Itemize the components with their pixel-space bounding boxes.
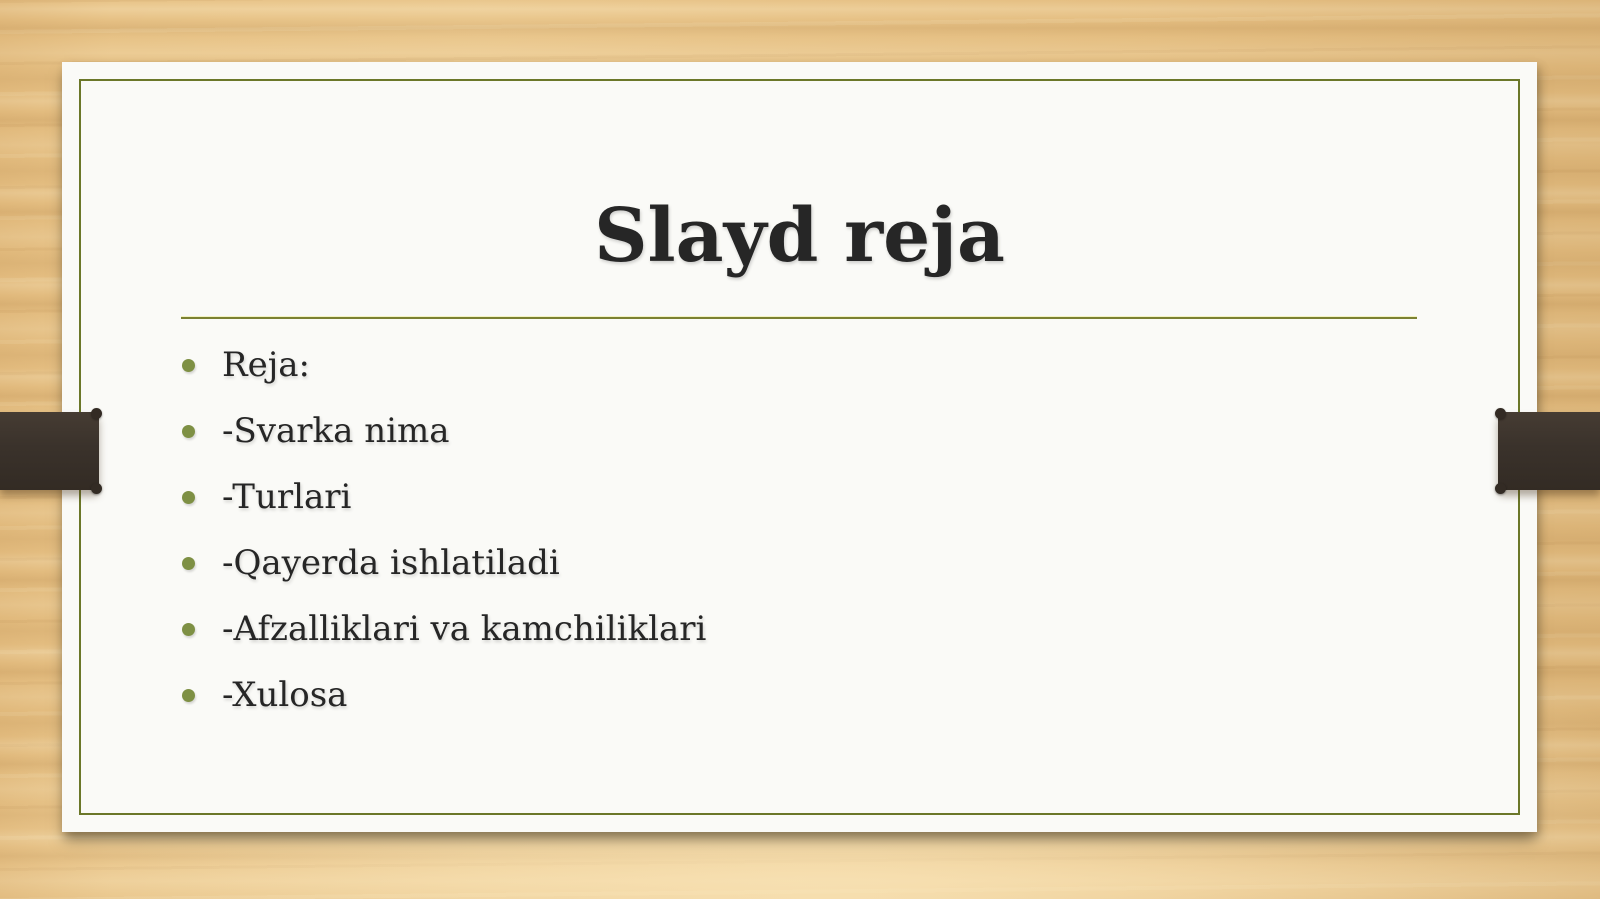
- bullet-text: -Afzalliklari va kamchiliklari: [222, 609, 707, 649]
- slide-title: Slayd reja: [594, 192, 1005, 279]
- list-item: [182, 596, 706, 662]
- bullet-list: [62, 332, 706, 728]
- list-item: [182, 332, 706, 398]
- list-item: [182, 662, 706, 728]
- binding-strap-right: [1498, 412, 1600, 490]
- binding-strap-left: [0, 412, 99, 490]
- slide-card: [62, 62, 1537, 832]
- bullet-icon: [182, 491, 195, 504]
- bullet-icon: [182, 557, 195, 570]
- title-divider: [181, 317, 1417, 319]
- bullet-icon: [182, 425, 195, 438]
- bullet-text: -Turlari: [222, 477, 352, 517]
- bullet-icon: [182, 689, 195, 702]
- bullet-text: Reja:: [222, 345, 310, 385]
- strap-rivet-icon: [91, 483, 102, 494]
- bullet-text: -Xulosa: [222, 675, 348, 715]
- list-item: [182, 464, 706, 530]
- strap-rivet-icon: [1495, 408, 1506, 419]
- bullet-icon: [182, 623, 195, 636]
- bullet-text: -Qayerda ishlatiladi: [222, 543, 560, 583]
- strap-rivet-icon: [91, 408, 102, 419]
- strap-rivet-icon: [1495, 483, 1506, 494]
- list-item: [182, 398, 706, 464]
- bullet-text: -Svarka nima: [222, 411, 450, 451]
- bullet-icon: [182, 359, 195, 372]
- list-item: [182, 530, 706, 596]
